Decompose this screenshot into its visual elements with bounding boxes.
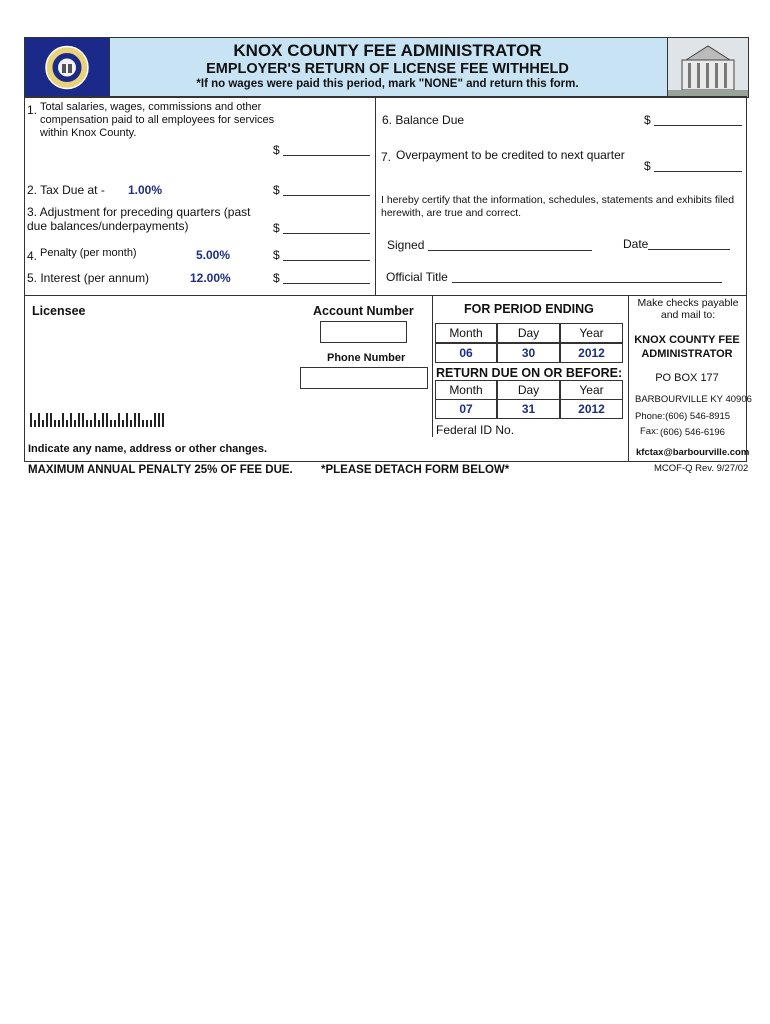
- due-month-header: Month: [435, 380, 497, 400]
- item1-amount-field[interactable]: [283, 155, 370, 156]
- mail-city: BARBOURVILLE KY 40906: [635, 394, 752, 405]
- item3-dollar: $: [273, 221, 280, 235]
- item7-dollar: $: [644, 159, 651, 173]
- return-due-label: RETURN DUE ON OR BEFORE:: [436, 366, 623, 380]
- section-divider: [24, 295, 747, 296]
- postal-barcode: [30, 409, 164, 427]
- date-field[interactable]: [648, 249, 730, 250]
- mail-divider: [628, 295, 629, 462]
- mail-name: KNOX COUNTY FEE ADMINISTRATOR: [634, 334, 740, 360]
- form-title: KNOX COUNTY FEE ADMINISTRATOR: [233, 41, 542, 60]
- item5-label: 5. Interest (per annum): [27, 271, 150, 285]
- column-divider: [375, 96, 376, 295]
- mail-fax-label: Fax:: [640, 426, 659, 437]
- item4-number: 4.: [27, 249, 38, 263]
- item2-dollar: $: [273, 183, 280, 197]
- item2-rate: 1.00%: [128, 183, 163, 197]
- period-divider-left: [432, 295, 433, 437]
- period-day-header: Day: [497, 323, 560, 343]
- detach-note: *PLEASE DETACH FORM BELOW*: [321, 464, 510, 476]
- due-year-value: 2012: [560, 399, 623, 419]
- courthouse-image: [667, 37, 749, 98]
- item5-dollar: $: [273, 271, 280, 285]
- official-title-field[interactable]: [452, 282, 722, 283]
- kentucky-seal: [24, 37, 110, 98]
- mail-intro: Make checks payable and mail to:: [637, 297, 739, 321]
- item4-rate: 5.00%: [196, 248, 231, 262]
- item4-dollar: $: [273, 248, 280, 262]
- signed-label: Signed: [387, 238, 425, 252]
- item6-label: 6. Balance Due: [382, 113, 465, 127]
- item4-amount-field[interactable]: [283, 260, 370, 261]
- item7-label: Overpayment to be credited to next quarter: [396, 148, 625, 162]
- item5-rate: 12.00%: [190, 271, 231, 285]
- changes-note: Indicate any name, address or other changes.: [28, 443, 268, 455]
- licensee-label: Licensee: [32, 304, 86, 318]
- item3-text: 3. Adjustment for preceding quarters (past due balances/underpayments): [27, 205, 251, 233]
- form-subtitle: EMPLOYER'S RETURN OF LICENSE FEE WITHHELD: [206, 61, 569, 77]
- mail-phone: Phone:(606) 546-8915: [635, 411, 731, 422]
- item6-dollar: $: [644, 113, 651, 127]
- period-month-header: Month: [435, 323, 497, 343]
- item7-amount-field[interactable]: [654, 171, 742, 172]
- official-title-label: Official Title: [386, 270, 448, 284]
- due-month-value: 07: [435, 399, 497, 419]
- period-year-header: Year: [560, 323, 623, 343]
- due-day-value: 31: [497, 399, 560, 419]
- item7-number: 7.: [381, 150, 392, 164]
- penalty-note: MAXIMUM ANNUAL PENALTY 25% OF FEE DUE.: [28, 464, 293, 476]
- phone-number-label: Phone Number: [327, 352, 406, 364]
- period-ending-label: FOR PERIOD ENDING: [464, 302, 594, 316]
- account-number-label: Account Number: [313, 304, 414, 318]
- item2-amount-field[interactable]: [283, 195, 370, 196]
- item2-label: 2. Tax Due at -: [27, 183, 105, 197]
- period-year-value: 2012: [560, 343, 623, 363]
- due-day-header: Day: [497, 380, 560, 400]
- form-revision: MCOF-Q Rev. 9/27/02: [654, 463, 749, 474]
- signature-field[interactable]: [428, 250, 592, 251]
- account-number-input[interactable]: [320, 321, 407, 343]
- phone-number-input[interactable]: [300, 367, 428, 389]
- item1-dollar: $: [273, 143, 280, 157]
- item5-amount-field[interactable]: [283, 283, 370, 284]
- period-month-value: 06: [435, 343, 497, 363]
- item1-text: Total salaries, wages, commissions and other compensation paid to all employees for services within Knox County.: [40, 101, 275, 139]
- certification-text: I hereby certify that the information, schedules, statements and exhibits filed herewith, are true and correct.: [381, 194, 735, 219]
- mail-po-box: PO BOX 177: [655, 372, 719, 384]
- form-note: *If no wages were paid this period, mark "NONE" and return this form.: [196, 78, 579, 90]
- due-year-header: Year: [560, 380, 623, 400]
- item3-amount-field[interactable]: [283, 233, 370, 234]
- date-label: Date: [623, 237, 649, 251]
- mail-fax: (606) 546-6196: [660, 427, 725, 438]
- item6-amount-field[interactable]: [654, 125, 742, 126]
- item1-number: 1.: [27, 103, 38, 117]
- mail-email: kfctax@barbourville.com: [636, 447, 750, 458]
- federal-id-label: Federal ID No.: [436, 423, 515, 437]
- period-day-value: 30: [497, 343, 560, 363]
- item4-label: Penalty (per month): [40, 247, 137, 259]
